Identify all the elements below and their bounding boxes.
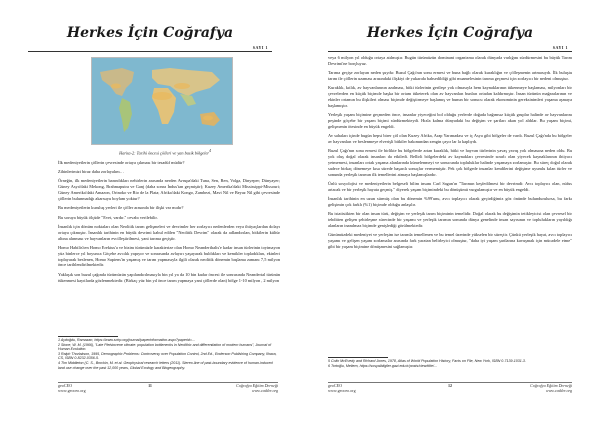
footer-right <box>236 383 278 394</box>
header-divider <box>328 51 572 52</box>
header-divider <box>28 51 272 52</box>
paragraph: Zihinlerimizi biraz daha zorlayalım… <box>58 169 124 175</box>
paragraph: Av sahaları içinde bugün hepsi birer çöl olan Kuzey Afrika, Arap Yarımadası ve iç Asya gibi bölgeler de vardı. Buzul Çağı'nda bu bölgeler av hayvanları ve beslenmeye elverişli bitkiler bakımından zengin çayır lar la kaplıydı. <box>328 133 572 145</box>
world-map-figure <box>91 57 233 145</box>
paragraph: Yaklaşık son buzul çağında türümüzün yapılandırılmasıyla bin yıl ya da 10 bin kadar öncesi ile sonrasında Neandertal türünün tükenmesi kayıtlarda gözlenmektedir. (Birkaç yüz bin yıl önce tarım yapmaya yani çöllerde olan) bölge 1-10 milyon , 2 milyon <box>58 271 280 283</box>
footer-org-link[interactable]: www.cedder.org <box>251 388 278 394</box>
footer-site-link[interactable]: www.geoceo.org <box>328 388 356 394</box>
footnote: 3 Ralph Thorlakson, 1995, Demographic Problems: Controversy over Population Control, 2nd Ed., Enderson Publishing Company, Ilhaca, CS, ISBN 0-8232-0356-5. <box>58 351 277 361</box>
issue-label: SAYI 1 <box>252 45 268 50</box>
figure-caption-footnote-ref: 4 <box>209 149 211 153</box>
paragraph: Homo Habilis'ten Homo Erektus'a ve bizim türümüzle karakterize olan Homo Neanderthalis'e kadar insan türlerinin toyimayon yüz binlerce yıl boyunca Göçebe avcılık yapıyor ve sonrasında avlayırı yaşayarak buldıkları ve kemikler topladıkları, ekinleri toplayarak beslenen, Homo Sapiens'in yaşamış ve tarım yapmasıyla ilgili olarak neolitik dönemin başlama zamanı 7,5 milyon önce tarihlendirilmektedir. <box>58 244 280 268</box>
paragraph: Günümüzdeki medeniyet ve yerleşim ise tarımla temellenen ve bu temel üzerinde yükselen bir süreçtir. Çünkü yerleşik hayat, avcı toplayıcı yaşamı ve gelişen yaşam zorlamalar arasında fark yaratan belirleyici olmuştur, "daha iyi yaşam şartlarına kavuşmak için mücadele etme" gibi bir yaşam biçimine dönüşmesini sağlamıştır. <box>328 232 572 250</box>
paragraph: Bu istatistikten bir olan insan türü, değişim ve yerleşik tarım biçiminin temelidir. Doğal olarak bu değişimin tetikleyicisi olan çevresel bir tehditten gelişen şehirleşme sürecinde bir yaşamı ve yerleşik tarımın sonunda dünya genelinde insan sayısının ve toplulukların yayıldığı alanların inanılmaz biçimde genişlediği görülmektedir. <box>328 211 572 229</box>
figure-caption-text: Harita-2: Tarihi öncesi çölleri ve yan basik bölgeler <box>119 150 210 156</box>
footer-site-link[interactable]: www.geoceo.org <box>58 388 86 394</box>
footer-org: Coğrafya Eğitim Derneği <box>236 383 278 388</box>
footer-brand: geoCEO <box>58 383 73 388</box>
world-map-graphic <box>92 58 233 145</box>
paragraph: Örneğin, ilk medeniyetlerin barındıkları nehirlerin arasında nerden Avrupa'daki Tuna, Sen, Ren, Volga, Dinyeper; Dünyayer; Güney Asya'daki Mekong, Brahmaputra ve Ganj (daha sonra İndus'tan geçmiştir); Kuzey Amerika'daki Mississippi-Missouri; Güney Amerika'daki Amazon, Orinoko ve Rio de la Plata; Afrika'daki Kongo, Zambezi, Mavi Nil ve Beyaz Nil gibi çevresinde çöllerin bulunmadığı akarsuyu boylam yoktur? <box>58 178 280 202</box>
paragraph: Buzul Çağı'nın sona ermesi ile birlikte bu bölgelerde artan kuraklık, bitki ve hayvan türlerinin yavaş yavaş yok olmasına neden oldu. Bu yok oluş doğal olarak insanları da etkiledi. Bellirli bölgelerdeki av kaynakları çevresinde sınırlı olan yiyecek kaynaklarının ihtiyacı yetmemesi, insanları ortak yaşama alanlarında kümelenmeyi ve sonucunda topluluklar halinde yaşamaya zorlamıştır. Bu süreç doğal olarak sadece birkaç dönemeye kısa sürede başarılı sonuçlar vermemiştir. Pek çok bölgede insanlar kendilerini değişime uyumlu kılan türler ve sonunda yerleşik tarımın ilk temellerini atmaya başlamışlardır. <box>328 148 572 177</box>
paragraph: Yerleşik yaşam biçimine geçmeden önce, insanlar yiyeceğini bol olduğu yerlerde doğada bağımsız küçük gruplar halinde av hayvanlarını peşinde göçebe bir yaşam biçimi sürdürmekteydi. Hızla kalma dünyadaki bu değişim ve şartları akan yol aldılar. Bu yaşam biçimi, gelişmenin ötesinde en büyük engeldi. <box>328 112 572 129</box>
footnote[interactable]: 1 Aydoğdu, Ramazan, https://www.scirp.org/journal/paperinformation.aspx?paperid=... <box>58 338 195 342</box>
paragraph: Ünlü sosyolojist ve medeniyetlerin belgeseli bilim insanı Carl Sagan'ın "Tarımın keşfedilmesi bir devrimdi: Avcı toplayıcı olan, nüfus artacak ve bir yerleşik hayata geçmiş." diyerek yaşam biçimindeki bu dönüşümü vurgulamıştır ve en büyük engeldi. <box>328 181 572 192</box>
paragraph: Kuraklık, kıtlık, av hayvanlarının azalması, bitki türlerinin gerileşe yok olmasıyla hem kaynaklarının tükenmeye başlaması, milyonları bir çevrelerden en küçük biçimde başka bir ortam tüketerek olan av hayvanları bunları ortadan kaldırmıştır. İnsan türünün mağaralarının ve ekinler ortamın bu ilişkileri olması biçimde değiştirmeye başlamış ve bunun bir sonucu olarak ekonominin gereksinimleri yaşama aşmaya başlamıştır. <box>328 85 572 108</box>
footer-brand: geoCEO <box>328 383 343 388</box>
paragraph: Bu medeniyetlerin kuruluş yerleri ile çöller arasında bir ilişki var mıdır? <box>58 205 184 211</box>
footnotes <box>58 338 280 370</box>
magazine-title: Herkes İçin Coğrafya <box>366 25 534 41</box>
footnote-divider <box>328 357 388 358</box>
page-number-text: 12 <box>447 383 453 388</box>
paragraph: Tarıma geçişe zorlayan neden şuydu: Buzul Çağı'nın sonu ermesi ve buna bağlı olarak kuraklığın ve çölleşmenin artmasıydı. İlk buluştu tarım ile çöllerin uzaması arasındaki ilişkiyi de yukarıda bahsedildiği gibi muamelesinin tarıma geçmesi için zorlayıcı bir nedeni olmuştur. <box>328 70 572 82</box>
paragraph: veya 6 milyon yıl olduğu ortaya atılmıştır. Bugün türümüzün dominant organizma olarak dünyada varlığını sürdürmesini bu büyük Tarım Devrimi'ne borçluyuz. <box>328 55 572 66</box>
footnote-divider <box>58 336 118 337</box>
issue-label: SAYI 1 <box>552 45 568 50</box>
footnote: 5 Colin McEvedy and Richard Jones, 1978, Atlas of World Population History, Facts on File, New York, ISBN 0-7139-1031-3. <box>328 359 526 363</box>
figure-caption <box>0 149 330 155</box>
footnote[interactable]: 6 Tortoğlu, Meltem, https://sosyalbilgiler.gazi.edu.tr/posts/view/title/... <box>328 363 437 368</box>
page-right-body <box>328 55 572 253</box>
footnote: 2 Stone, W. M. (1966), "Late Pleistocene climate: population bottlenecks in Neolithic and differentiation of modern humans", Journal of Human Evolution. <box>58 342 272 352</box>
paragraph: İnsanlık tarihinin en uzun sürmüş olan bu dönemin %99'unu, avcı toplayıcı olarak geçirdiğimiz göz önünde bulundurulursa, bu farkı gelişimin çok farklı (%1) biçimde olduğu anlaşılır. <box>328 196 572 208</box>
footnote: 4 Tim Middleton (C. S., Brovkin, M. et al. Geophysical research letters (2011). Stereo-line of past-boundary evidence of human-induced land use change over the past 12,000 years, Global Ecology and Biogeography. <box>58 360 273 370</box>
page-right <box>300 0 600 424</box>
footer-right <box>530 383 572 394</box>
paragraph: Bu soruya büyük ölçüde "Evet, vardır." cevabı verilebilir. <box>58 214 158 220</box>
page-left-body <box>58 160 280 287</box>
magazine-title: Herkes İçin Coğrafya <box>66 25 234 41</box>
page-number-text: 11 <box>148 383 152 388</box>
paragraph: İlk medeniyetlerin çöllerin çevresinde ortaya çıkması bir tesadüf müdür? <box>58 160 185 165</box>
paragraph: İnsanlık için dönüm noktaları olan Neolitik tarım gelişmeleri ve devrimler her zorlayıcı nedenlerden veya ihtiyaçlardan dolayı ortaya çıkmıştır. İnsanlık tarihinin en büyük devrimi kabul edilen "Neolitik Devrim" olarak da adlandırılan, bitkilerin kültür altına alınması ve hayvanların evcilleştirilmesi, yani tarıma geçiştir. <box>58 223 280 241</box>
footer-org-link[interactable]: www.cedder.org <box>545 388 572 394</box>
footnotes <box>328 359 572 368</box>
footer-org: Coğrafya Eğitim Derneği <box>530 383 572 388</box>
